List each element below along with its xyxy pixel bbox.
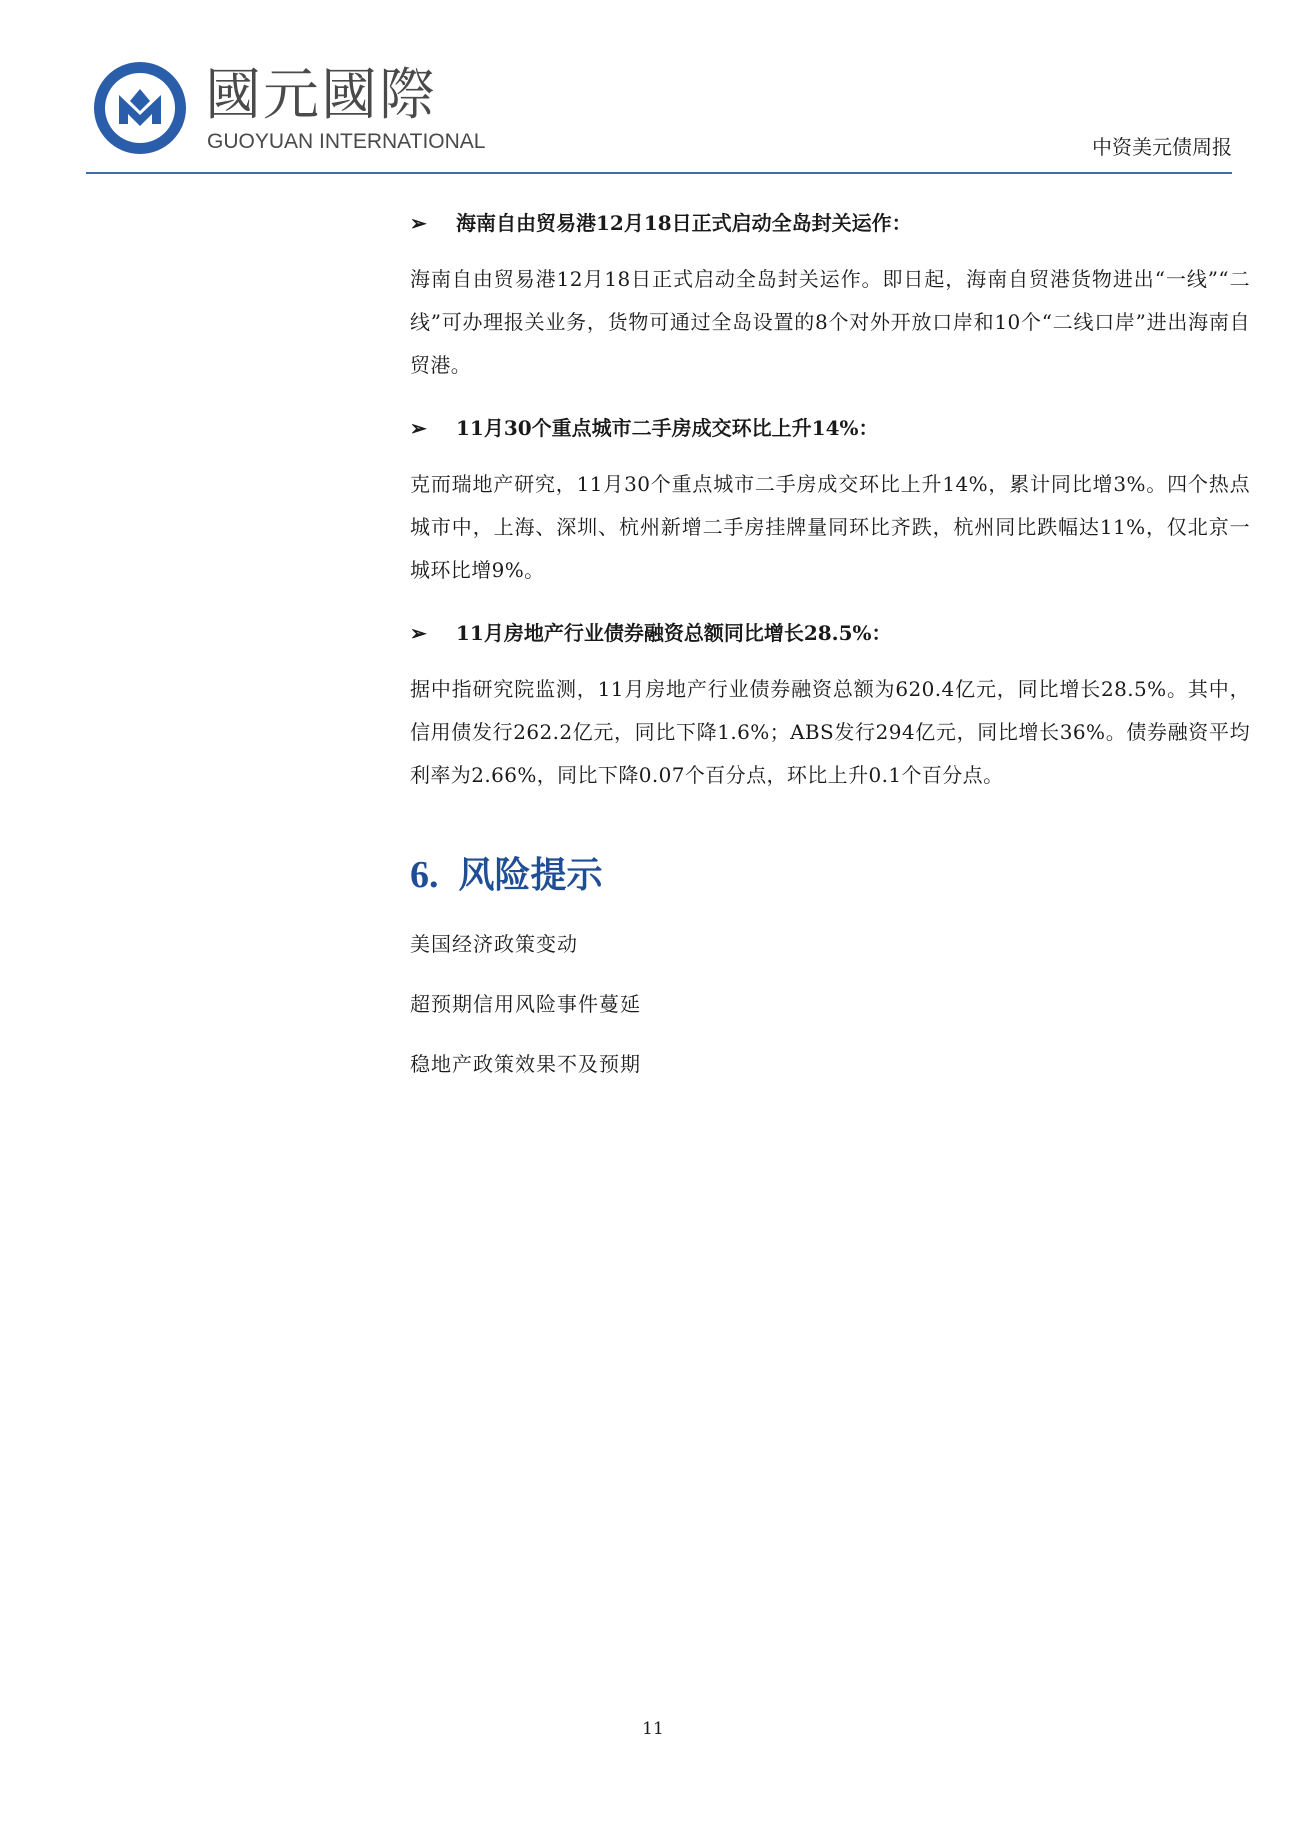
- news-item: [410, 208, 1250, 387]
- logo-english-name: GUOYUAN INTERNATIONAL: [207, 130, 486, 153]
- risk-item: 美国经济政策变动: [410, 932, 578, 956]
- news-item: [410, 413, 1250, 592]
- news-heading-text: 11月30个重点城市二手房成交环比上升14%：: [456, 416, 879, 440]
- section-title: 风险提示: [458, 855, 603, 896]
- news-heading-text: 海南自由贸易港12月18日正式启动全岛封关运作：: [456, 211, 912, 235]
- report-title: 中资美元债周报: [1092, 135, 1232, 159]
- news-body: 海南自由贸易港12月18日正式启动全岛封关运作。即日起，海南自贸港货物进出“一线”“二线”可办理报关业务，货物可通过全岛设置的8个对外开放口岸和10个“二线口岸”进出海南自贸港。: [410, 267, 1251, 377]
- news-heading-text: 11月房地产行业债券融资总额同比增长28.5%：: [456, 621, 892, 645]
- news-heading: [410, 618, 1250, 648]
- page-number: 11: [642, 1719, 664, 1739]
- news-item: [410, 618, 1250, 797]
- news-body: 据中指研究院监测，11月房地产行业债券融资总额为620.4亿元，同比增长28.5%。其中，信用债发行262.2亿元，同比下降1.6%；ABS发行294亿元，同比增长36%。债券融资平均利率为2.66%，同比下降0.07个百分点，环比上升0.1个百分点。: [410, 677, 1250, 787]
- arrow-bullet-icon: ➢: [410, 621, 427, 645]
- arrow-bullet-icon: ➢: [410, 416, 427, 440]
- news-body: 克而瑞地产研究，11月30个重点城市二手房成交环比上升14%，累计同比增3%。四个热点城市中，上海、深圳、杭州新增二手房挂牌量同环比齐跌，杭州同比跌幅达11%，仅北京一城环比增9%。: [410, 472, 1250, 582]
- section-number: 6.: [410, 854, 439, 896]
- risk-item: 超预期信用风险事件蔓延: [410, 992, 641, 1016]
- news-heading: [410, 413, 1250, 443]
- header-divider: [86, 172, 1232, 174]
- guoyuan-logo-icon: [90, 58, 190, 158]
- arrow-bullet-icon: ➢: [410, 211, 427, 235]
- risk-section: [410, 853, 1250, 1078]
- logo-chinese-name: 國元國際: [205, 63, 437, 128]
- news-heading: [410, 208, 1250, 238]
- page-content: [410, 200, 1250, 1110]
- section-heading: [410, 853, 1250, 898]
- company-logo: [90, 58, 486, 166]
- risk-item: 稳地产政策效果不及预期: [410, 1052, 641, 1076]
